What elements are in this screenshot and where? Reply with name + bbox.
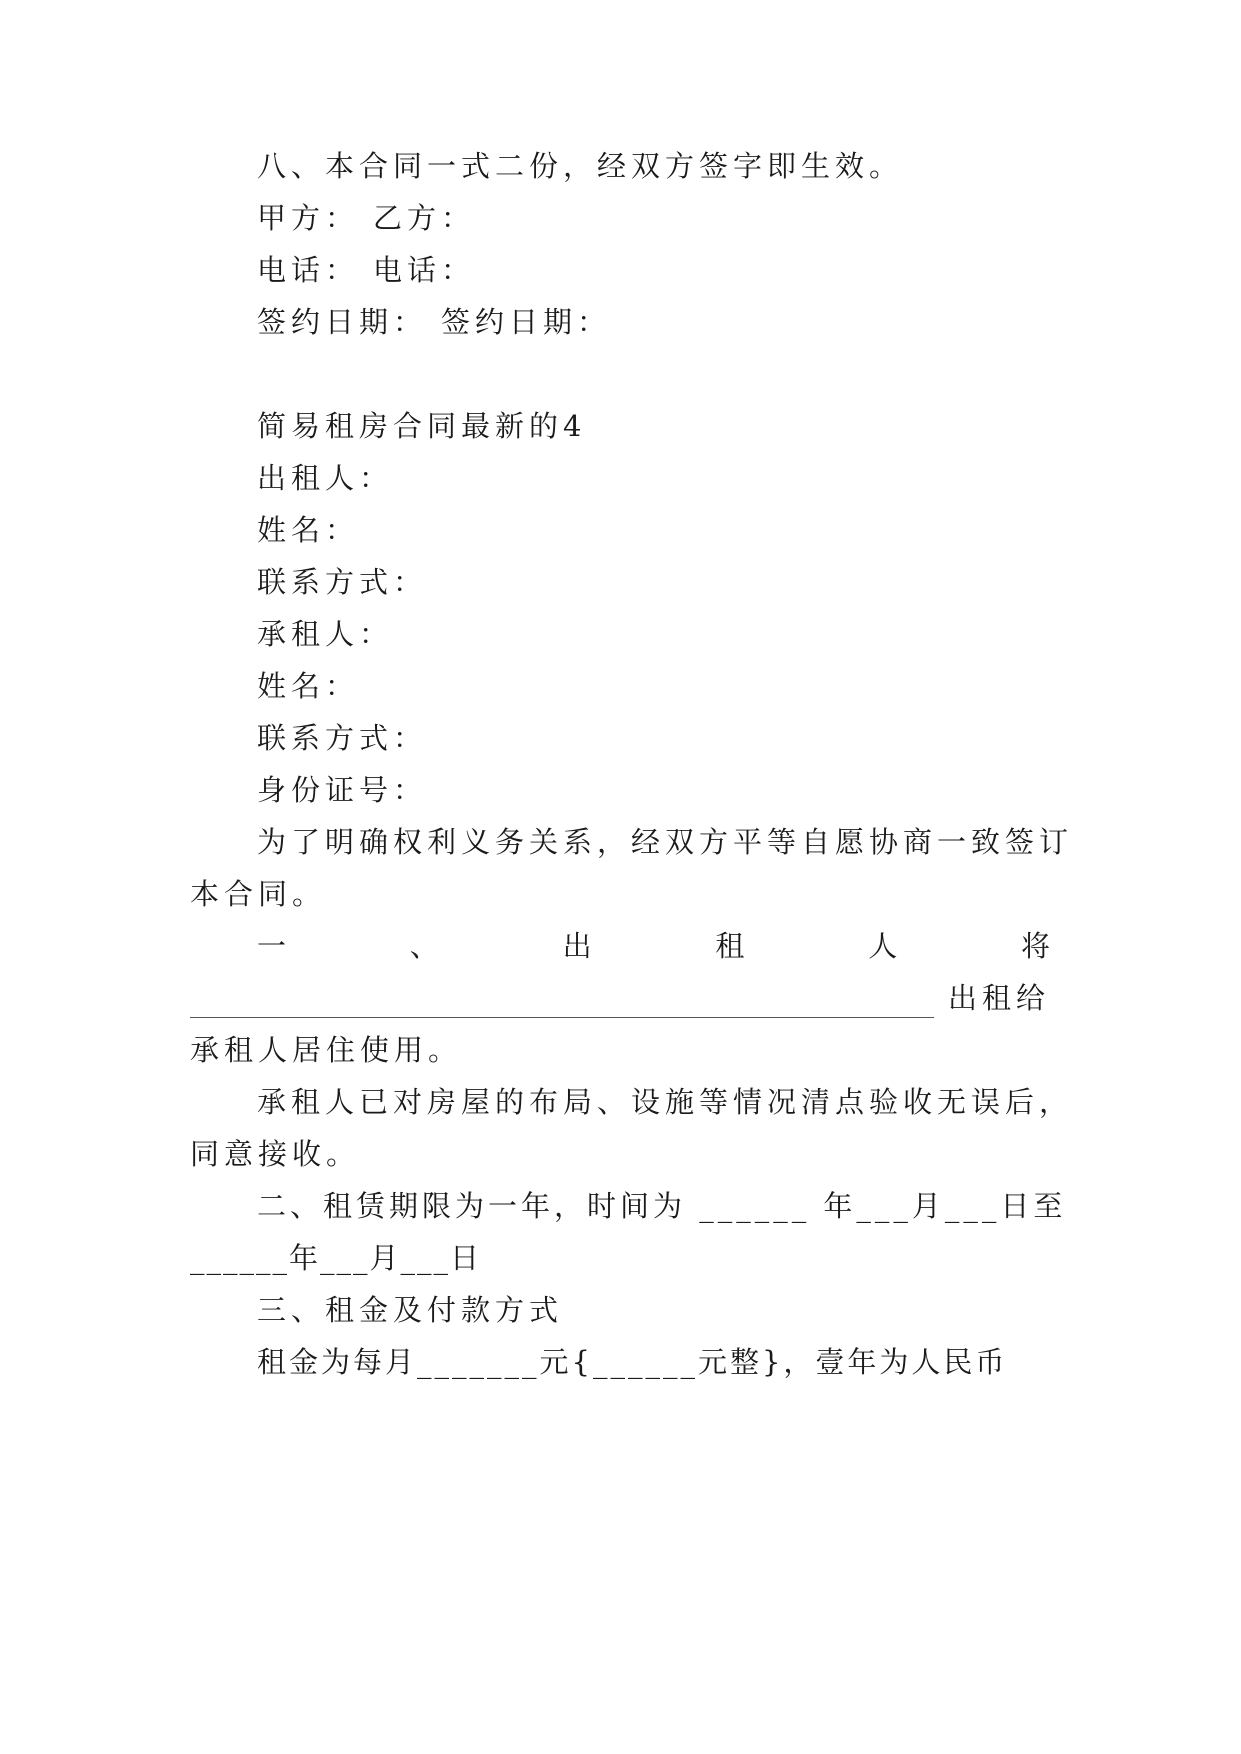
clause-2-line-1: 二、租赁期限为一年，时间为 ______ 年___月___日至 — [257, 1189, 1067, 1223]
lessee-name-label: 姓名： — [257, 669, 360, 703]
clause-1-word: 人 — [868, 929, 898, 963]
rent-line: 租金为每月_______元{______元整}，壹年为人民币 — [257, 1345, 1008, 1379]
party-signature-line — [257, 198, 1117, 238]
section-title: 简易租房合同最新的4 — [257, 409, 587, 443]
clause-1-word: 一 — [257, 929, 287, 963]
property-blank — [190, 987, 934, 1018]
sign-date-a-label: 签约日期： — [257, 305, 428, 339]
acceptance-line-1: 承租人已对房屋的布局、设施等情况清点验收无误后， — [257, 1085, 1074, 1119]
sign-date-line — [257, 302, 1117, 342]
sign-date-b-label: 签约日期： — [441, 305, 612, 339]
clause-8: 八、本合同一式二份，经双方签字即生效。 — [257, 149, 904, 183]
clause-1-tail: 出租给 — [947, 981, 1050, 1015]
clause-1-spread-line — [257, 926, 1050, 966]
clause-1-word: 将 — [1020, 929, 1050, 963]
party-b-label: 乙方： — [373, 201, 476, 235]
lessee-id-label: 身份证号： — [257, 773, 428, 807]
phone-a-label: 电话： — [257, 253, 360, 287]
lessor-label: 出租人： — [257, 461, 394, 495]
lessor-contact-label: 联系方式： — [257, 565, 428, 599]
clause-1-word: 租 — [715, 929, 745, 963]
clause-1-line-3: 承租人居住使用。 — [190, 1033, 463, 1067]
clause-3-title: 三、租金及付款方式 — [257, 1293, 564, 1327]
lessee-contact-label: 联系方式： — [257, 721, 428, 755]
clause-1-word: 、 — [409, 929, 439, 963]
acceptance-line-2: 同意接收。 — [190, 1137, 361, 1171]
party-a-label: 甲方： — [257, 201, 360, 235]
clause-1-word: 出 — [562, 929, 592, 963]
lessor-name-label: 姓名： — [257, 513, 360, 547]
phone-b-label: 电话： — [373, 253, 476, 287]
preamble-line-2: 本合同。 — [190, 877, 327, 911]
clause-1-blank-line — [190, 978, 1050, 1018]
phone-line — [257, 250, 1117, 290]
preamble-line-1: 为了明确权利义务关系，经双方平等自愿协商一致签订 — [257, 825, 1074, 859]
clause-2-line-2: ______年___月___日 — [190, 1241, 482, 1275]
lessee-label: 承租人： — [257, 617, 394, 651]
